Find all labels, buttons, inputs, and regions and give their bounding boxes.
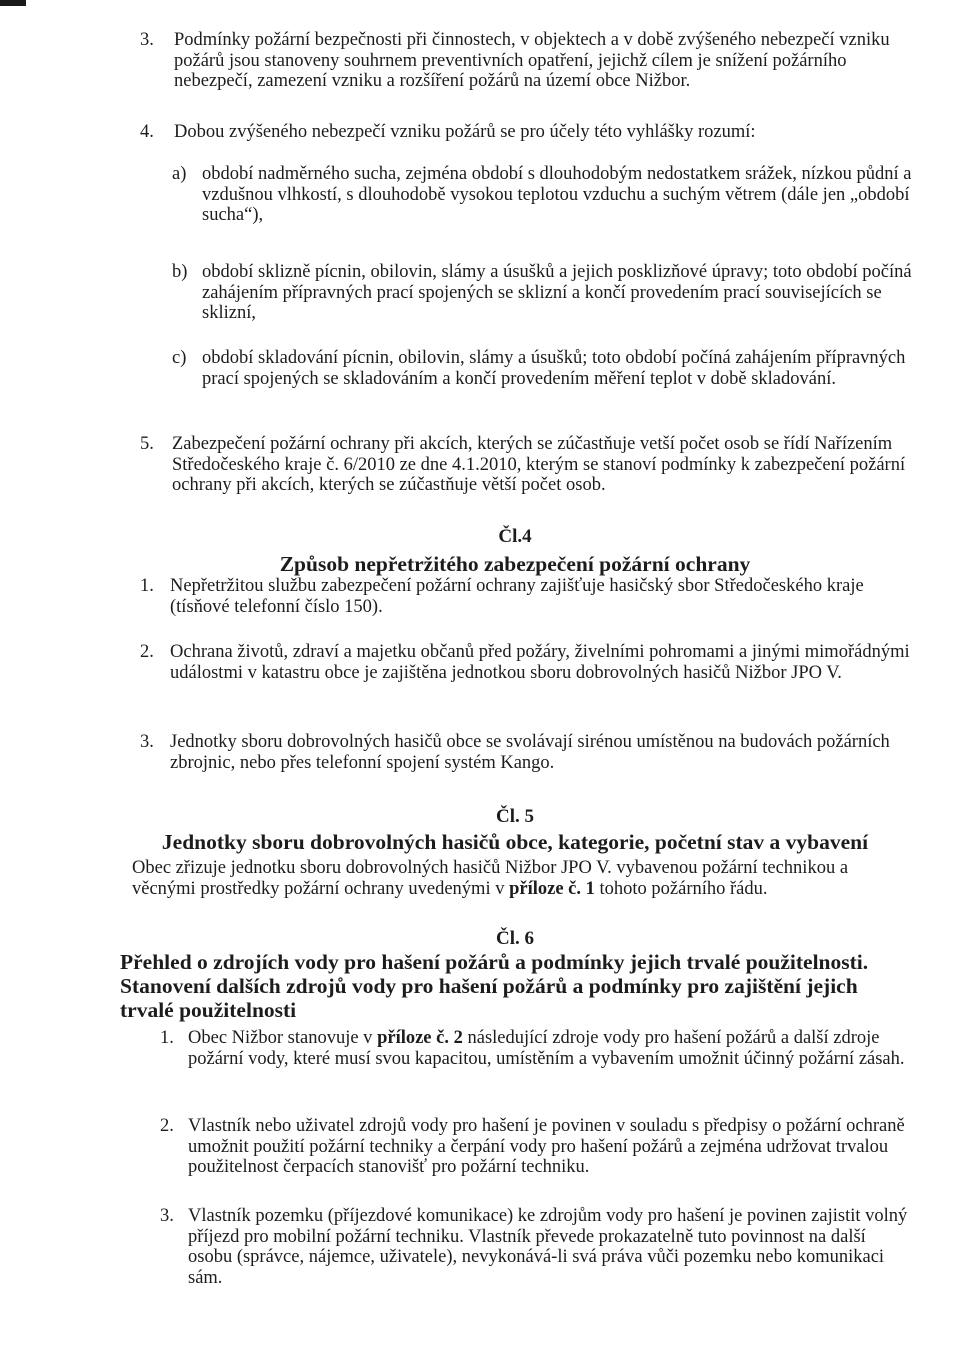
article-4-number: Čl.4 [498, 526, 532, 547]
paragraph-text: Dobou zvýšeného nebezpečí vzniku požárů se pro účely této vyhlášky rozumí: [174, 122, 756, 142]
point-text-end: následující zdroje vody pro hašení požárů a další zdroje požární vody, které musí svou kapacitou, umístěním a vybavením umožnit účinný požární zásah. [188, 1028, 905, 1069]
point-text: Vlastník pozemku (příjezdové komunikace) ke zdrojům vody pro hašení je povinen zajistit volný příjezd pro mobilní požární techniku. Vlastník převede prokazatelně tuto povinnost na další osobu (správce, nájemce, uživatele), nevykonává-li svá práva vůči pozemku nebo komunikaci sám. [188, 1206, 908, 1288]
point-number: 3. [140, 732, 154, 752]
annex-1-reference: příloze č. 1 [509, 878, 595, 899]
article-5-number: Čl. 5 [496, 806, 534, 827]
point-number: 1. [160, 1028, 174, 1048]
point-text: Vlastník nebo uživatel zdrojů vody pro hašení je povinen v souladu s předpisy o požární ochraně umožnit použití požární techniky a čerpání vody pro hašení požárů a zejména udržovat trvalou použitelnost čerpacích stanovišť pro požární techniku. [188, 1116, 905, 1177]
point-number: 1. [140, 576, 154, 596]
article-6-title: Přehled o zdrojích vody pro hašení požárů a podmínky jejich trvalé použitelnosti. Stanovení dalších zdrojů vody pro hašení požárů a podmínky pro zajištění jejich trvalé použitelnosti [120, 950, 869, 1022]
point-text: Ochrana životů, zdraví a majetku občanů před požáry, živelními pohromami a jinými mimořádnými událostmi v katastru obce je zajištěna jednotkou sboru dobrovolných hasičů Nižbor JPO V. [170, 642, 910, 683]
point-text: Jednotky sboru dobrovolných hasičů obce se svolávají sirénou umístěnou na budovách požárních zbrojnic, nebo přes telefonní spojení systém Kango. [170, 732, 890, 773]
subparagraph-text: období nadměrného sucha, zejména období s dlouhodobým nedostatkem srážek, nízkou půdní a vzdušnou vlhkostí, s dlouhodobě vysokou teplotou vzduchu a suchým větrem (dále jen „období sucha“), [202, 164, 912, 225]
point-text-start: Obec Nižbor stanovuje v [188, 1028, 378, 1048]
article-5-text-start: Obec zřizuje jednotku sboru dobrovolných hasičů Nižbor JPO V. vybavenou požární technikou a věcnými prostředky požární ochrany uvedenými v [132, 858, 849, 899]
article-4-title: Způsob nepřetržitého zabezpečení požární ochrany [279, 552, 751, 576]
paragraph-number: 5. [140, 434, 154, 454]
paragraph-text: Podmínky požární bezpečnosti při činnostech, v objektech a v době zvýšeného nebezpečí vzniku požárů jsou stanoveny souhrnem preventivních opatření, jejichž cílem je snížení požárního nebezpečí, zamezení vzniku a rozšíření požárů na území obce Nižbor. [174, 30, 890, 91]
annex-2-reference: příloze č. 2 [377, 1028, 463, 1048]
article-6-number: Čl. 6 [496, 928, 534, 949]
subparagraph-letter: c) [172, 348, 187, 368]
subparagraph-letter: a) [172, 164, 187, 184]
article-5-text [132, 858, 912, 899]
point-text [188, 1028, 912, 1069]
paragraph-text: Zabezpečení požární ochrany při akcích, kterých se zúčastňuje vetší počet osob se řídí Nařízením Středočeského kraje č. 6/2010 ze dne 4.1.2010, kterým se stanoví podmínky k zabezpečení požární ochrany při akcích, kterých se zúčastňuje větší počet osob. [172, 434, 906, 495]
subparagraph-text: období skladování pícnin, obilovin, slámy a úsušků; toto období počíná zahájením přípravných prací spojených se skladováním a končí provedením měření teplot v době skladování. [202, 348, 906, 389]
point-number: 3. [160, 1206, 174, 1226]
article-5-text-end: tohoto požárního řádu. [594, 878, 768, 899]
point-text: Nepřetržitou službu zabezpečení požární ochrany zajišťuje hasičský sbor Středočeského kraje (tísňové telefonní číslo 150). [170, 576, 864, 617]
subparagraph-text: období sklizně pícnin, obilovin, slámy a úsušků a jejich posklizňové úpravy; toto období počíná zahájením přípravných prací spojených se sklizní a končí provedením prací souvisejících se sklizní, [202, 262, 912, 323]
article-5-title: Jednotky sboru dobrovolných hasičů obce, kategorie, početní stav a vybavení [161, 830, 869, 854]
subparagraph-letter: b) [172, 262, 188, 282]
paragraph-number: 3. [140, 30, 154, 50]
point-number: 2. [140, 642, 154, 662]
point-number: 2. [160, 1116, 174, 1136]
paragraph-number: 4. [140, 122, 154, 142]
